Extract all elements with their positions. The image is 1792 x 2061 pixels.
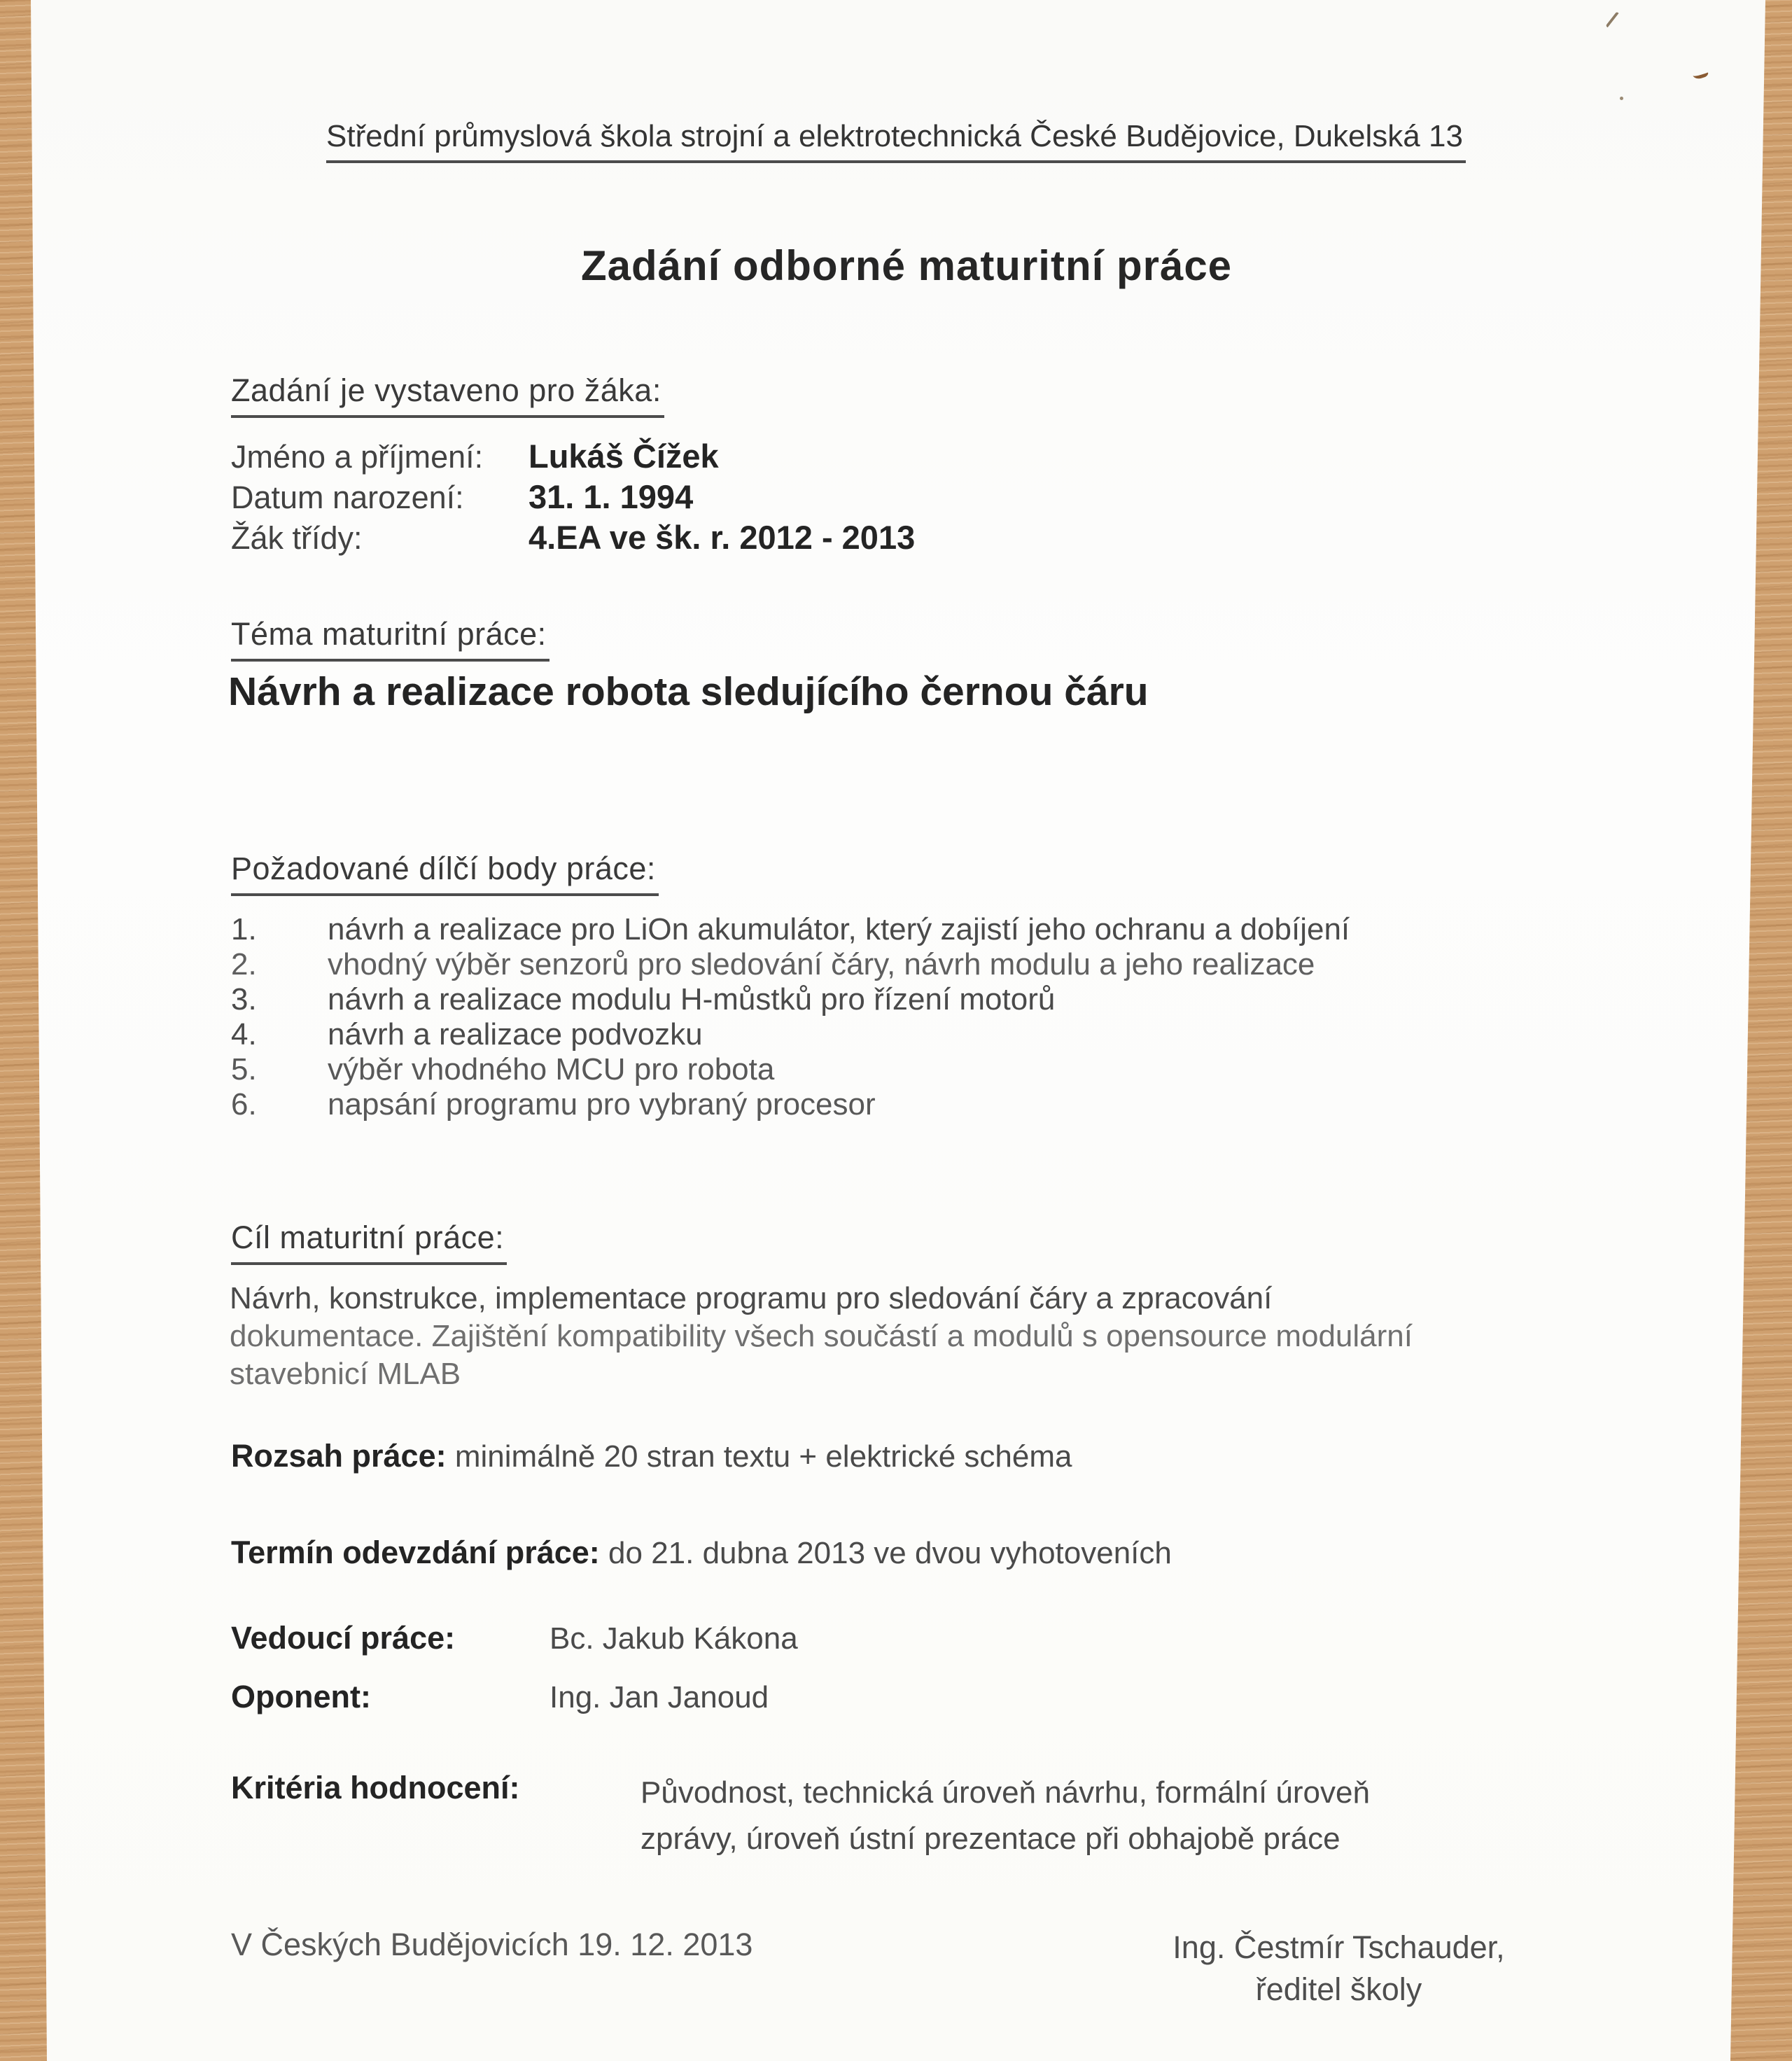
student-name-row [231,437,719,475]
birth-date-label: Datum narození: [231,480,464,515]
requirement-item [231,1087,876,1122]
school-header-text: Střední průmyslová škola strojní a elektrotechnická České Budějovice, Dukelská 13 [326,119,1466,163]
criteria-label: Kritéria hodnocení: [231,1770,520,1805]
requirement-item [231,947,1315,982]
place-and-date: V Českých Budějovicích 19. 12. 2013 [231,1927,753,1962]
opponent-label: Oponent: [231,1679,371,1714]
requirement-number: 5. [231,1052,257,1087]
supervisor-label: Vedoucí práce: [231,1620,456,1656]
requirement-number: 2. [231,947,257,981]
document-title: Zadání odborné maturitní práce [580,242,1233,289]
requirement-text: návrh a realizace modulu H-můstků pro řízení motorů [328,982,1056,1016]
requirement-number: 3. [231,982,257,1016]
student-name-label: Jméno a příjmení: [231,439,484,475]
requirement-text: výběr vhodného MCU pro robota [328,1052,775,1087]
supervisor-value: Bc. Jakub Kákona [550,1621,798,1656]
deadline-value: do 21. dubna 2013 ve dvou vyhotoveních [608,1536,1172,1570]
requirements-section-heading: Požadované dílčí body práce: [231,851,659,896]
thesis-topic-title: Návrh a realizace robota sledujícího černou čáru [228,669,1149,714]
goal-section-heading: Cíl maturitní práce: [231,1220,507,1265]
opponent-value: Ing. Jan Janoud [550,1680,769,1714]
scope-value: minimálně 20 stran textu + elektrické schéma [454,1439,1072,1474]
birth-date-value: 31. 1. 1994 [528,478,694,515]
school-header [42,119,1750,163]
requirement-number: 6. [231,1087,257,1122]
requirement-text: vhodný výběr senzorů pro sledování čáry, návrh modulu a jeho realizace [328,947,1315,981]
signature-block [1148,1927,1530,2011]
goal-line: stavebnicí MLAB [230,1357,461,1391]
criteria-line: zprávy, úroveň ústní prezentace při obhajobě práce [640,1822,1340,1856]
student-section-heading: Zadání je vystaveno pro žáka: [231,372,664,418]
signature-name: Ing. Čestmír Tschauder, [1172,1929,1505,1965]
scope-label: Rozsah práce: [231,1438,447,1474]
deadline-row [231,1535,1172,1571]
requirement-text: návrh a realizace pro LiOn akumulátor, který zajistí jeho ochranu a dobíjení [328,912,1350,946]
opponent-row [231,1679,769,1715]
deadline-label: Termín odevzdání práce: [231,1535,600,1570]
class-label: Žák třídy: [231,520,363,556]
requirement-number: 1. [231,912,257,946]
criteria-text [640,1770,1370,1862]
class-value: 4.EA ve šk. r. 2012 - 2013 [528,519,916,556]
requirement-number: 4. [231,1017,257,1052]
scope-row [231,1438,1072,1474]
criteria-line: Původnost, technická úroveň návrhu, formální úroveň [640,1775,1370,1810]
requirement-text: napsání programu pro vybraný procesor [328,1087,876,1122]
supervisor-row [231,1620,798,1656]
goal-paragraph [230,1280,1413,1393]
birth-date-row [231,477,693,516]
goal-line: dokumentace. Zajištění kompatibility všech součástí a modulů s opensource modulární [230,1319,1413,1353]
requirement-item [231,912,1350,947]
requirement-item [231,1017,703,1052]
signature-role: ředitel školy [1255,1971,1422,2007]
student-name-value: Lukáš Čížek [528,438,719,475]
topic-section-heading: Téma maturitní práce: [231,616,550,662]
requirement-text: návrh a realizace podvozku [328,1017,703,1052]
requirement-item [231,982,1055,1017]
goal-line: Návrh, konstrukce, implementace programu pro sledování čáry a zpracování [230,1281,1273,1315]
requirement-item [231,1052,774,1087]
class-row [231,518,915,557]
